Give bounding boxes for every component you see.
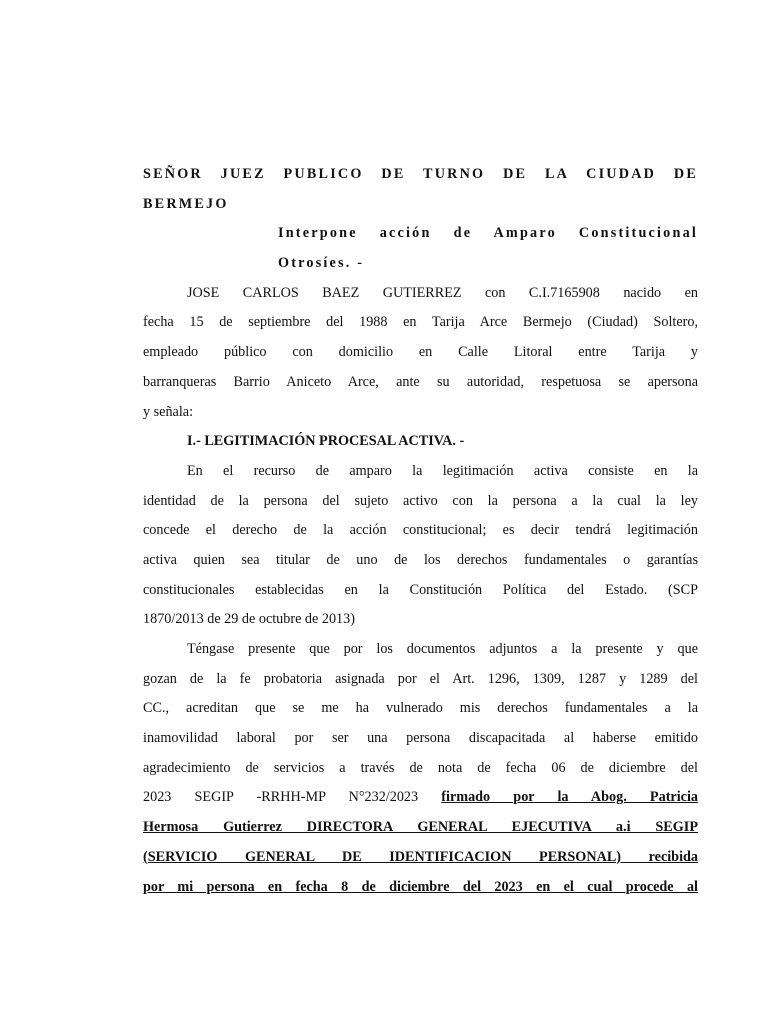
- paragraph-line-mixed: [143, 783, 698, 813]
- paragraph-line: agradecimiento de servicios a través de nota de fecha 06 de diciembre del: [143, 759, 698, 776]
- paragraph-line: concede el derecho de la acción constitucional; es decir tendrá legitimación: [143, 522, 698, 539]
- bold-underlined-line: (SERVICIO GENERAL DE IDENTIFICACION PERSONAL) recibida: [143, 848, 698, 865]
- subject-line: Interpone acción de Amparo Constitucional: [278, 225, 698, 242]
- paragraph-line: 1870/2013 de 29 de octubre de 2013): [143, 611, 355, 628]
- paragraph-line: constitucionales establecidas en la Constitución Política del Estado. (SCP: [143, 581, 698, 598]
- intro-line: fecha 15 de septiembre del 1988 en Tarija Arce Bermejo (Ciudad) Soltero,: [143, 314, 698, 331]
- intro-line: barranqueras Barrio Aniceto Arce, ante su autoridad, respetuosa se apersona: [143, 373, 698, 390]
- section-title: I.- LEGITIMACIÓN PROCESAL ACTIVA. -: [187, 433, 465, 450]
- reference-text: 2023 SEGIP -RRHH-MP N°232/2023: [143, 789, 442, 806]
- addressee-heading-city: BERMEJO: [143, 195, 229, 212]
- bold-underlined-line: por mi persona en fecha 8 de diciembre del 2023 en el cual procede al: [143, 878, 698, 895]
- paragraph-line: gozan de la fe probatoria asignada por el Art. 1296, 1309, 1287 y 1289 del: [143, 670, 698, 687]
- intro-line: JOSE CARLOS BAEZ GUTIERREZ con C.I.7165908 nacido en: [187, 284, 698, 301]
- paragraph-line: inamovilidad laboral por ser una persona discapacitada al haberse emitido: [143, 730, 698, 747]
- intro-line: y señala:: [143, 403, 194, 420]
- paragraph-line: Téngase presente que por los documentos adjuntos a la presente y que: [187, 641, 698, 657]
- signatory-text: firmado por la Abog. Patricia: [441, 789, 698, 806]
- bold-underlined-line: Hermosa Gutierrez DIRECTORA GENERAL EJECUTIVA a.i SEGIP: [143, 819, 698, 836]
- intro-line: empleado público con domicilio en Calle Litoral entre Tarija y: [143, 344, 698, 361]
- paragraph-line: identidad de la persona del sujeto activo con la persona a la cual la ley: [143, 492, 698, 509]
- document-body: [143, 160, 698, 902]
- addressee-heading: SEÑOR JUEZ PUBLICO DE TURNO DE LA CIUDAD DE: [143, 166, 698, 182]
- paragraph-line: CC., acreditan que se me ha vulnerado mis derechos fundamentales a la: [143, 700, 698, 717]
- subject-line-otrosies: Otrosíes. -: [278, 255, 365, 272]
- paragraph-line: En el recurso de amparo la legitimación activa consiste en la: [187, 462, 698, 479]
- paragraph-line: activa quien sea titular de uno de los derechos fundamentales o garantías: [143, 551, 698, 568]
